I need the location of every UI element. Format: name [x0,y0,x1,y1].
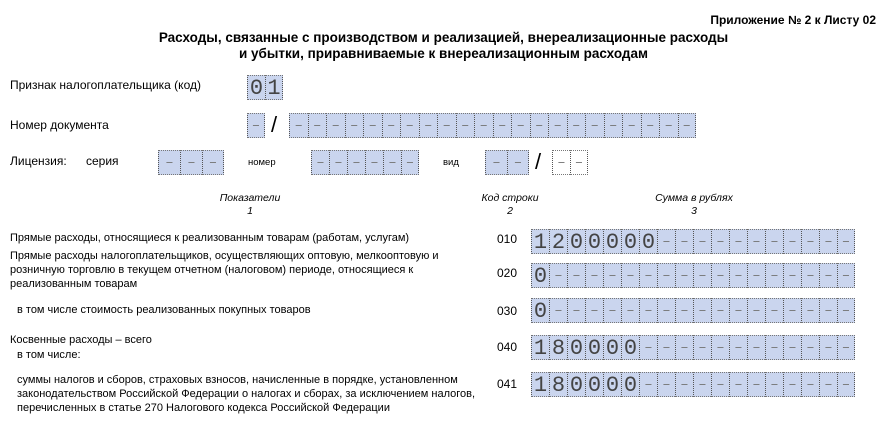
character-cell[interactable]: 0 [621,335,639,360]
character-cell[interactable]: – [765,263,783,288]
character-cell[interactable]: – [485,150,507,175]
character-cell[interactable]: – [158,150,180,175]
character-cell[interactable]: – [711,372,729,397]
character-cell[interactable]: – [585,113,604,138]
character-cell[interactable]: – [819,263,837,288]
character-cell[interactable]: – [247,113,265,138]
row-040-code: 040 [497,340,518,354]
character-cell[interactable]: – [567,298,585,323]
column-line-code-title: Код строки [481,192,539,204]
license-series-field[interactable] [158,150,224,175]
character-cell[interactable]: – [419,113,438,138]
column-indicators-header [170,192,330,218]
character-cell[interactable]: 8 [549,372,567,397]
character-cell[interactable]: – [783,335,801,360]
character-cell[interactable]: – [585,263,603,288]
character-cell[interactable]: – [678,113,697,138]
character-cell[interactable]: – [329,150,347,175]
row-030-code: 030 [497,304,518,318]
character-cell[interactable]: – [837,229,855,254]
character-cell[interactable]: – [693,372,711,397]
appendix-label: Приложение № 2 к Листу 02 [710,13,876,27]
row-041-amount-field[interactable] [531,372,855,397]
character-cell[interactable]: – [549,298,567,323]
character-cell[interactable]: – [693,298,711,323]
character-cell[interactable]: – [311,150,329,175]
character-cell[interactable]: 0 [567,229,585,254]
character-cell[interactable]: – [659,113,678,138]
character-cell[interactable]: – [363,113,382,138]
character-cell[interactable]: – [603,298,621,323]
character-cell[interactable]: 0 [603,372,621,397]
character-cell[interactable]: – [639,372,657,397]
document-number-slash: / [271,112,278,137]
document-number-field[interactable] [289,113,696,138]
character-cell[interactable]: – [567,113,586,138]
character-cell[interactable]: 1 [265,75,283,100]
character-cell[interactable]: – [783,229,801,254]
character-cell[interactable]: – [783,372,801,397]
character-cell[interactable]: – [747,335,765,360]
character-cell[interactable]: – [729,229,747,254]
character-cell[interactable]: – [837,372,855,397]
character-cell[interactable]: 0 [567,372,585,397]
character-cell[interactable]: – [345,113,364,138]
column-amount-header [614,192,774,218]
document-number-label: Номер документа [10,118,109,132]
character-cell[interactable]: 0 [567,335,585,360]
character-cell[interactable]: – [747,372,765,397]
column-line-code-header [450,192,570,218]
character-cell[interactable]: 1 [531,229,549,254]
character-cell[interactable]: – [657,372,675,397]
character-cell[interactable]: – [456,113,475,138]
row-020-text: Прямые расходы налогоплательщиков, осуществляющих оптовую, мелкооптовую и розничную торговлю в текущем отчетном (налоговом) периоде, относящиеся к реализованным товарам [10,250,439,290]
character-cell[interactable]: – [347,150,365,175]
character-cell[interactable]: – [603,263,621,288]
character-cell[interactable]: – [765,229,783,254]
character-cell[interactable]: – [801,335,819,360]
license-series-label: серия [86,154,119,168]
character-cell[interactable]: – [711,229,729,254]
character-cell[interactable]: – [511,113,530,138]
character-cell[interactable]: – [675,372,693,397]
character-cell[interactable]: – [783,263,801,288]
character-cell[interactable]: 0 [585,229,603,254]
character-cell[interactable]: – [604,113,623,138]
character-cell[interactable]: – [621,298,639,323]
character-cell[interactable]: 0 [585,372,603,397]
form-title-line-1: Расходы, связанные с производством и реализацией, внереализационные расходы [158,30,729,45]
character-cell[interactable]: – [801,263,819,288]
character-cell[interactable]: – [622,113,641,138]
character-cell[interactable]: – [530,113,549,138]
form-title-line-2: и убытки, приравниваемые к внереализационным расходам [239,46,648,61]
license-type-slash: / [535,149,542,174]
character-cell[interactable]: – [819,335,837,360]
row-010-text: Прямые расходы, относящиеся к реализованным товарам (работам, услугам) [10,232,410,244]
row-020-amount-field[interactable] [531,263,855,288]
character-cell[interactable]: 0 [639,229,657,254]
column-indicators-number: 1 [247,205,253,217]
character-cell[interactable]: – [837,298,855,323]
character-cell[interactable]: – [180,150,202,175]
character-cell[interactable]: 0 [531,263,549,288]
row-030-amount-field[interactable] [531,298,855,323]
character-cell[interactable]: – [801,372,819,397]
character-cell[interactable]: 0 [621,229,639,254]
character-cell[interactable]: – [474,113,493,138]
row-030-text: в том числе стоимость реализованных покупных товаров [17,304,311,316]
character-cell[interactable]: – [639,335,657,360]
license-type-label: вид [443,157,459,168]
character-cell[interactable]: – [570,150,588,175]
character-cell[interactable]: 1 [531,372,549,397]
character-cell[interactable]: – [837,335,855,360]
character-cell[interactable]: – [765,372,783,397]
character-cell[interactable]: – [819,229,837,254]
column-indicators-title: Показатели [219,192,281,204]
row-010-code: 010 [497,232,518,246]
character-cell[interactable]: – [657,263,675,288]
character-cell[interactable]: – [693,263,711,288]
character-cell[interactable]: – [585,298,603,323]
character-cell[interactable]: – [837,263,855,288]
character-cell[interactable]: – [641,113,660,138]
character-cell[interactable]: – [675,298,693,323]
character-cell[interactable]: – [711,298,729,323]
character-cell[interactable]: – [639,263,657,288]
row-020-code: 020 [497,266,518,280]
license-label: Лицензия: [10,154,67,168]
character-cell[interactable]: – [657,298,675,323]
character-cell[interactable]: – [693,335,711,360]
license-type-field-2[interactable] [552,150,588,175]
character-cell[interactable]: – [747,298,765,323]
character-cell[interactable]: – [308,113,327,138]
row-041-code: 041 [497,377,518,391]
character-cell[interactable]: – [711,263,729,288]
character-cell[interactable]: – [326,113,345,138]
character-cell[interactable]: – [548,113,567,138]
character-cell[interactable]: – [657,335,675,360]
character-cell[interactable]: 8 [549,335,567,360]
character-cell[interactable]: – [401,150,419,175]
character-cell[interactable]: – [801,229,819,254]
character-cell[interactable]: 0 [585,335,603,360]
row-040-amount-field[interactable] [531,335,855,360]
row-040-text: Косвенные расходы – всего [10,334,152,346]
character-cell[interactable]: 1 [531,335,549,360]
character-cell[interactable]: – [507,150,529,175]
character-cell[interactable]: – [783,298,801,323]
taxpayer-sign-field[interactable] [247,75,283,100]
character-cell[interactable]: 0 [603,335,621,360]
license-number-label: номер [248,157,276,168]
character-cell[interactable]: 0 [621,372,639,397]
license-number-field[interactable] [311,150,419,175]
character-cell[interactable]: 0 [247,75,265,100]
character-cell[interactable]: – [765,298,783,323]
character-cell[interactable]: 0 [603,229,621,254]
license-type-field-1[interactable] [485,150,529,175]
character-cell[interactable]: – [819,372,837,397]
character-cell[interactable]: – [437,113,456,138]
taxpayer-sign-label: Признак налогоплательщика (код) [10,78,201,92]
character-cell[interactable]: – [729,263,747,288]
character-cell[interactable]: – [711,335,729,360]
character-cell[interactable]: – [289,113,308,138]
character-cell[interactable]: – [675,335,693,360]
character-cell[interactable]: – [549,263,567,288]
character-cell[interactable]: – [365,150,383,175]
character-cell[interactable]: – [382,113,401,138]
character-cell[interactable]: – [383,150,401,175]
character-cell[interactable]: – [639,298,657,323]
character-cell[interactable]: – [400,113,419,138]
character-cell[interactable]: 2 [549,229,567,254]
character-cell[interactable]: – [202,150,224,175]
document-number-prefix-field[interactable] [247,113,265,138]
character-cell[interactable]: – [747,263,765,288]
row-010-amount-field[interactable] [531,229,855,254]
character-cell[interactable]: – [567,263,585,288]
column-amount-number: 3 [691,205,697,217]
character-cell[interactable]: – [747,229,765,254]
character-cell[interactable]: – [657,229,675,254]
column-amount-title: Сумма в рублях [655,192,733,204]
character-cell[interactable]: – [819,298,837,323]
column-line-code-number: 2 [507,205,513,217]
character-cell[interactable]: – [621,263,639,288]
character-cell[interactable]: – [552,150,570,175]
character-cell[interactable]: 0 [531,298,549,323]
character-cell[interactable]: – [493,113,512,138]
character-cell[interactable]: – [765,335,783,360]
character-cell[interactable]: – [693,229,711,254]
character-cell[interactable]: – [675,229,693,254]
character-cell[interactable]: – [801,298,819,323]
row-040-subtext: в том числе: [17,349,81,361]
character-cell[interactable]: – [675,263,693,288]
character-cell[interactable]: – [729,335,747,360]
character-cell[interactable]: – [729,372,747,397]
row-041-text: суммы налогов и сборов, страховых взносов, начисленные в порядке, установленном законодательством Российской Федерации о налогах и сборах, за исключением налогов, перечисленных в статье 270 Налогового кодекса Российской Федерации [17,374,476,414]
character-cell[interactable]: – [729,298,747,323]
